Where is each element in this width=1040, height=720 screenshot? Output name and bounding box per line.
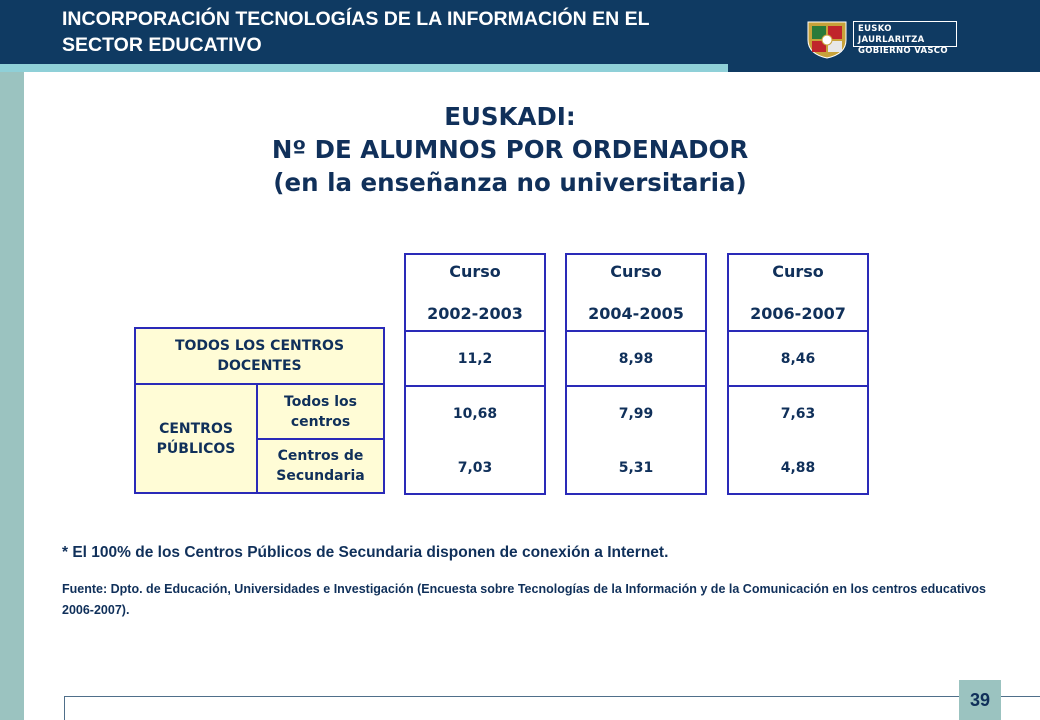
row-header-todos-centros: TODOS LOS CENTROS DOCENTES: [134, 327, 385, 385]
header-bar: [0, 0, 1040, 72]
footer-rule: [64, 696, 1040, 697]
cell-value: 8,46: [780, 351, 816, 367]
data-column-2006-2007: [727, 253, 869, 495]
title-line2: Nº DE ALUMNOS POR ORDENADOR: [271, 135, 749, 164]
cell-value: 7,63: [780, 406, 816, 422]
left-side-bar: [0, 72, 24, 720]
header-title-line2: SECTOR EDUCATIVO: [62, 34, 262, 56]
cell-value: 8,98: [618, 351, 654, 367]
title-line3: (en la enseñanza no universitaria): [273, 168, 747, 197]
row-subheader-secundaria: Centros de Secundaria: [256, 438, 385, 494]
column-period: 2004-2005: [588, 304, 684, 323]
data-column-2004-2005: [565, 253, 707, 495]
page-title: [230, 100, 790, 199]
cell-value: 4,88: [780, 460, 816, 476]
basque-government-emblem: [804, 18, 850, 60]
cell-divider: [406, 330, 544, 332]
column-period: 2006-2007: [750, 304, 846, 323]
government-logo-text: [853, 21, 957, 56]
page-number: 39: [959, 680, 1001, 720]
cell-value: 7,03: [457, 460, 493, 476]
header-accent-stripe: [0, 64, 728, 72]
cell-value: 7,99: [618, 406, 654, 422]
cell-divider: [567, 330, 705, 332]
row-header-centros-publicos: CENTROS PÚBLICOS: [134, 383, 258, 494]
column-header: [406, 255, 544, 330]
logo-line1: EUSKO JAURLARITZA: [858, 24, 925, 45]
data-column-2002-2003: [404, 253, 546, 495]
column-period: 2002-2003: [427, 304, 523, 323]
source-citation: Fuente: Dpto. de Educación, Universidades e Investigación (Encuesta sobre Tecnologías de la Información y de la Comunicación en los centros educativos 2006-2007).: [62, 582, 986, 617]
cell-value: 10,68: [452, 406, 498, 422]
cell-divider: [729, 330, 867, 332]
cell-divider: [729, 385, 867, 387]
column-header: [729, 255, 867, 330]
header-title-line1: INCORPORACIÓN TECNOLOGÍAS DE LA INFORMACIÓN EN EL: [62, 8, 650, 30]
column-label: Curso: [772, 262, 824, 281]
cell-divider: [567, 385, 705, 387]
logo-line2: GOBIERNO VASCO: [858, 46, 948, 56]
title-line1: EUSKADI:: [444, 102, 576, 131]
cell-value: 5,31: [618, 460, 654, 476]
column-label: Curso: [610, 262, 662, 281]
internet-note: * El 100% de los Centros Públicos de Secundaria disponen de conexión a Internet.: [62, 544, 669, 561]
row-subheader-todos: Todos los centros: [256, 383, 385, 440]
cell-divider: [406, 385, 544, 387]
column-label: Curso: [449, 262, 501, 281]
header-title: [62, 6, 802, 58]
cell-value: 11,2: [457, 351, 493, 367]
column-header: [567, 255, 705, 330]
footer-rule-tick: [64, 696, 65, 720]
